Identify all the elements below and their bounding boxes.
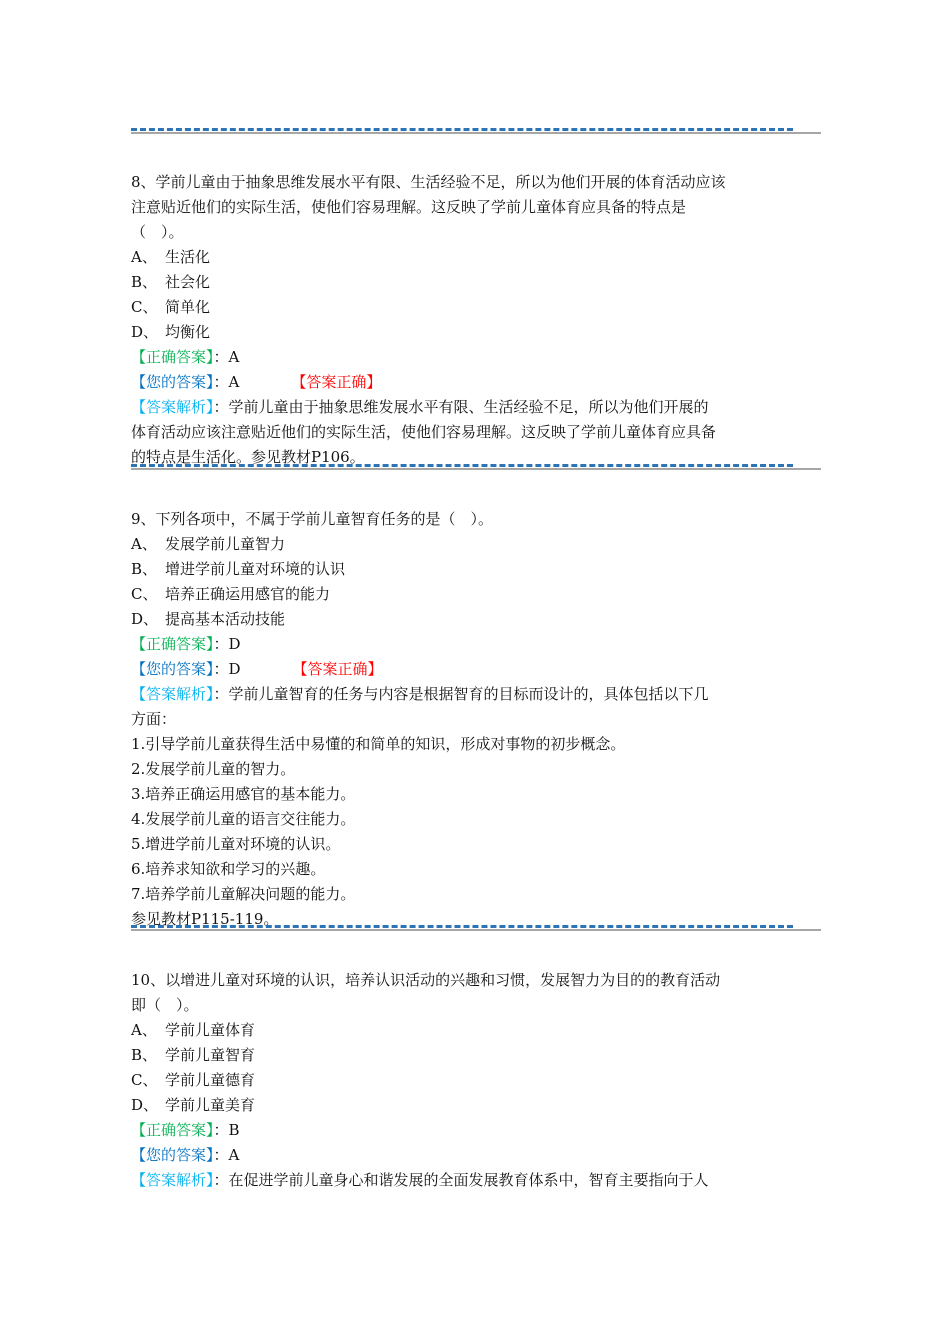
option-a: A、 发展学前儿童智力 xyxy=(131,535,286,553)
analysis-row: 【答案解析】：学前儿童由于抽象思维发展水平有限、生活经验不足，所以为他们开展的 xyxy=(131,398,709,416)
correct-answer-label: 【正确答案】 xyxy=(131,635,214,653)
your-answer-label: 【您的答案】 xyxy=(131,373,214,391)
your-answer-row xyxy=(131,657,801,682)
your-answer-row xyxy=(131,370,801,395)
correct-answer-label: 【正确答案】 xyxy=(131,1121,214,1139)
option-b: B、 增进学前儿童对环境的认识 xyxy=(131,560,346,578)
analysis-line: 6.培养求知欲和学习的兴趣。 xyxy=(131,860,326,878)
question-separator xyxy=(131,128,821,136)
correct-answer-row xyxy=(131,632,801,657)
answer-verdict-badge: 【答案正确】 xyxy=(292,660,383,678)
question-stem-line: （ ）。 xyxy=(131,223,184,241)
correct-answer-label: 【正确答案】 xyxy=(131,348,214,366)
option-a: A、 学前儿童体育 xyxy=(131,1021,256,1039)
your-answer-value: ：D xyxy=(213,660,241,678)
analysis-line: 3.培养正确运用感官的基本能力。 xyxy=(131,785,356,803)
question-separator xyxy=(131,925,821,933)
analysis-label: 【答案解析】 xyxy=(131,398,214,416)
option-b: B、 社会化 xyxy=(131,273,211,291)
analysis-line: 参见教材P115-119。 xyxy=(131,910,279,928)
analysis-line: 7.培养学前儿童解决问题的能力。 xyxy=(131,885,356,903)
analysis-line: 方面： xyxy=(131,710,177,728)
your-answer-label: 【您的答案】 xyxy=(131,1146,214,1164)
question-separator xyxy=(131,464,821,472)
option-c: C、 简单化 xyxy=(131,298,211,316)
correct-answer-value: ：A xyxy=(213,348,240,366)
your-answer-label: 【您的答案】 xyxy=(131,660,214,678)
correct-answer-value: ：D xyxy=(213,635,241,653)
analysis-row: 【答案解析】：在促进学前儿童身心和谐发展的全面发展教育体系中，智育主要指向于人 xyxy=(131,1171,709,1189)
question-stem-line: 9、下列各项中，不属于学前儿童智育任务的是（ ）。 xyxy=(131,510,494,528)
option-d: D、 学前儿童美育 xyxy=(131,1096,256,1114)
correct-answer-row xyxy=(131,1118,801,1143)
analysis-line: 体育活动应该注意贴近他们的实际生活，使他们容易理解。这反映了学前儿童体育应具备 xyxy=(131,423,717,441)
your-answer-value: ：A xyxy=(213,373,240,391)
question-stem-line: 注意贴近他们的实际生活，使他们容易理解。这反映了学前儿童体育应具备的特点是 xyxy=(131,198,687,216)
option-c: C、 学前儿童德育 xyxy=(131,1071,256,1089)
analysis-label: 【答案解析】 xyxy=(131,1171,214,1189)
analysis-line: 1.引导学前儿童获得生活中易懂的和简单的知识，形成对事物的初步概念。 xyxy=(131,735,626,753)
option-b: B、 学前儿童智育 xyxy=(131,1046,256,1064)
analysis-line: 5.增进学前儿童对环境的认识。 xyxy=(131,835,341,853)
analysis-row: 【答案解析】：学前儿童智育的任务与内容是根据智育的目标而设计的，具体包括以下几 xyxy=(131,685,709,703)
question-stem-line: 10、以增进儿童对环境的认识，培养认识活动的兴趣和习惯，发展智力为目的的教育活动 xyxy=(131,971,721,989)
option-d: D、 提高基本活动技能 xyxy=(131,610,286,628)
option-d: D、 均衡化 xyxy=(131,323,211,341)
your-answer-row xyxy=(131,1143,801,1168)
analysis-label: 【答案解析】 xyxy=(131,685,214,703)
option-c: C、 培养正确运用感官的能力 xyxy=(131,585,331,603)
correct-answer-value: ：B xyxy=(213,1121,240,1139)
option-a: A、 生活化 xyxy=(131,248,211,266)
analysis-line: 的特点是生活化。参见教材P106。 xyxy=(131,448,365,466)
answer-verdict-badge: 【答案正确】 xyxy=(291,373,382,391)
analysis-line: 4.发展学前儿童的语言交往能力。 xyxy=(131,810,356,828)
your-answer-value: ：A xyxy=(213,1146,240,1164)
question-stem-line: 即（ ）。 xyxy=(131,996,199,1014)
analysis-line: 2.发展学前儿童的智力。 xyxy=(131,760,296,778)
question-stem-line: 8、学前儿童由于抽象思维发展水平有限、生活经验不足，所以为他们开展的体育活动应该 xyxy=(131,173,726,191)
correct-answer-row xyxy=(131,345,801,370)
